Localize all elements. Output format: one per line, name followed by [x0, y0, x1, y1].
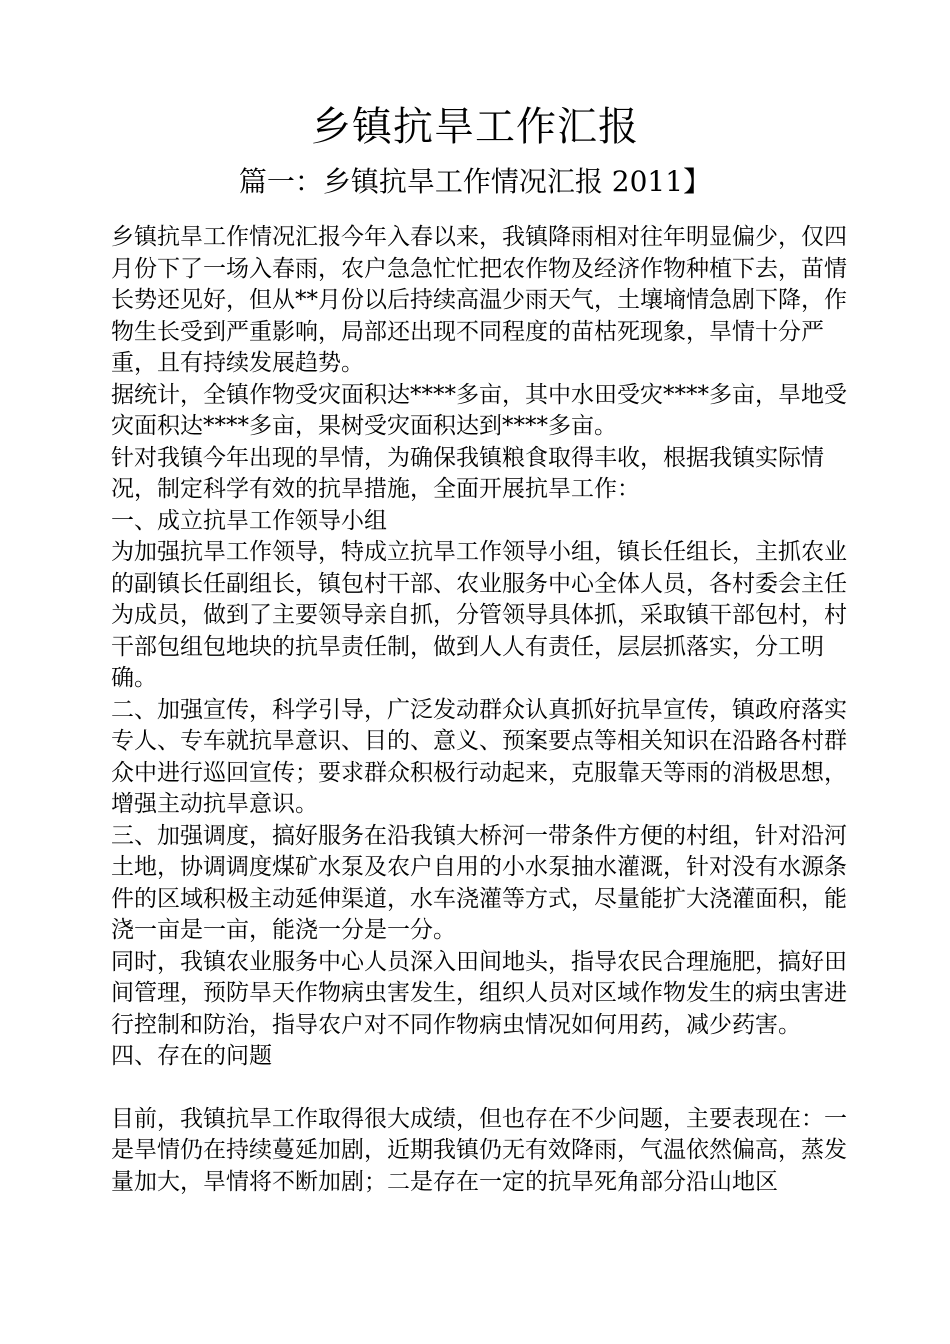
paragraph-statistics: 据统计，全镇作物受灾面积达****多亩，其中水田受灾****多亩，旱地受灾面积达****多亩，果树受灾面积达到****多亩。: [111, 381, 847, 439]
paragraph-field-guidance: 同时，我镇农业服务中心人员深入田间地头，指导农民合理施肥，搞好田间管理，预防旱天作物病虫害发生，组织人员对区域作物发生的病虫害进行控制和防治，指导农户对不同作物病虫情况如何用药，减少药害。: [111, 948, 847, 1038]
document-subtitle: 篇一：乡镇抗旱工作情况汇报 2011】: [238, 165, 712, 198]
paragraph-problems: 目前，我镇抗旱工作取得很大成绩，但也存在不少问题，主要表现在：一是旱情仍在持续蔓延加剧，近期我镇仍无有效降雨，气温依然偏高，蒸发量加大，旱情将不断加剧；二是存在一定的抗旱死角部分沿山地区: [111, 1105, 847, 1195]
paragraph-dispatch: 三、加强调度，搞好服务在沿我镇大桥河一带条件方便的村组，针对沿河土地，协调调度煤矿水泵及农户自用的小水泵抽水灌溉，针对没有水源条件的区域积极主动延伸渠道，水车浇灌等方式，尽量能扩大浇灌面积，能浇一亩是一亩，能浇一分是一分。: [111, 822, 847, 943]
paragraph-leadership: 为加强抗旱工作领导，特成立抗旱工作领导小组，镇长任组长，主抓农业的副镇长任副组长，镇包村干部、农业服务中心全体人员，各村委会主任为成员，做到了主要领导亲自抓，分管领导具体抓，采取镇干部包村，村干部包组包地块的抗旱责任制，做到人人有责任，层层抓落实，分工明确。: [111, 539, 847, 691]
paragraph-measures-intro: 针对我镇今年出现的旱情，为确保我镇粮食取得丰收，根据我镇实际情况，制定科学有效的抗旱措施，全面开展抗旱工作：: [111, 444, 824, 502]
section-heading-4: 四、存在的问题: [111, 1043, 272, 1069]
document-body: [111, 222, 856, 1198]
paragraph-publicity: 二、加强宣传，科学引导，广泛发动群众认真抓好抗旱宣传，镇政府落实专人、专车就抗旱意识、目的、意义、预案要点等相关知识在沿路各村群众中进行巡回宣传；要求群众积极行动起来，克服靠天等雨的消极思想，增强主动抗旱意识。: [111, 696, 847, 817]
section-heading-1: 一、成立抗旱工作领导小组: [111, 507, 387, 534]
paragraph-intro: 乡镇抗旱工作情况汇报今年入春以来，我镇降雨相对往年明显偏少，仅四月份下了一场入春雨，农户急急忙忙把农作物及经济作物种植下去，苗情长势还见好，但从**月份以后持续高温少雨天气，土壤墒情急剧下降，作物生长受到严重影响，局部还出现不同程度的苗枯死现象，旱情十分严重，且有持续发展趋势。: [111, 224, 847, 376]
document-title: 乡镇抗旱工作汇报: [311, 104, 639, 150]
